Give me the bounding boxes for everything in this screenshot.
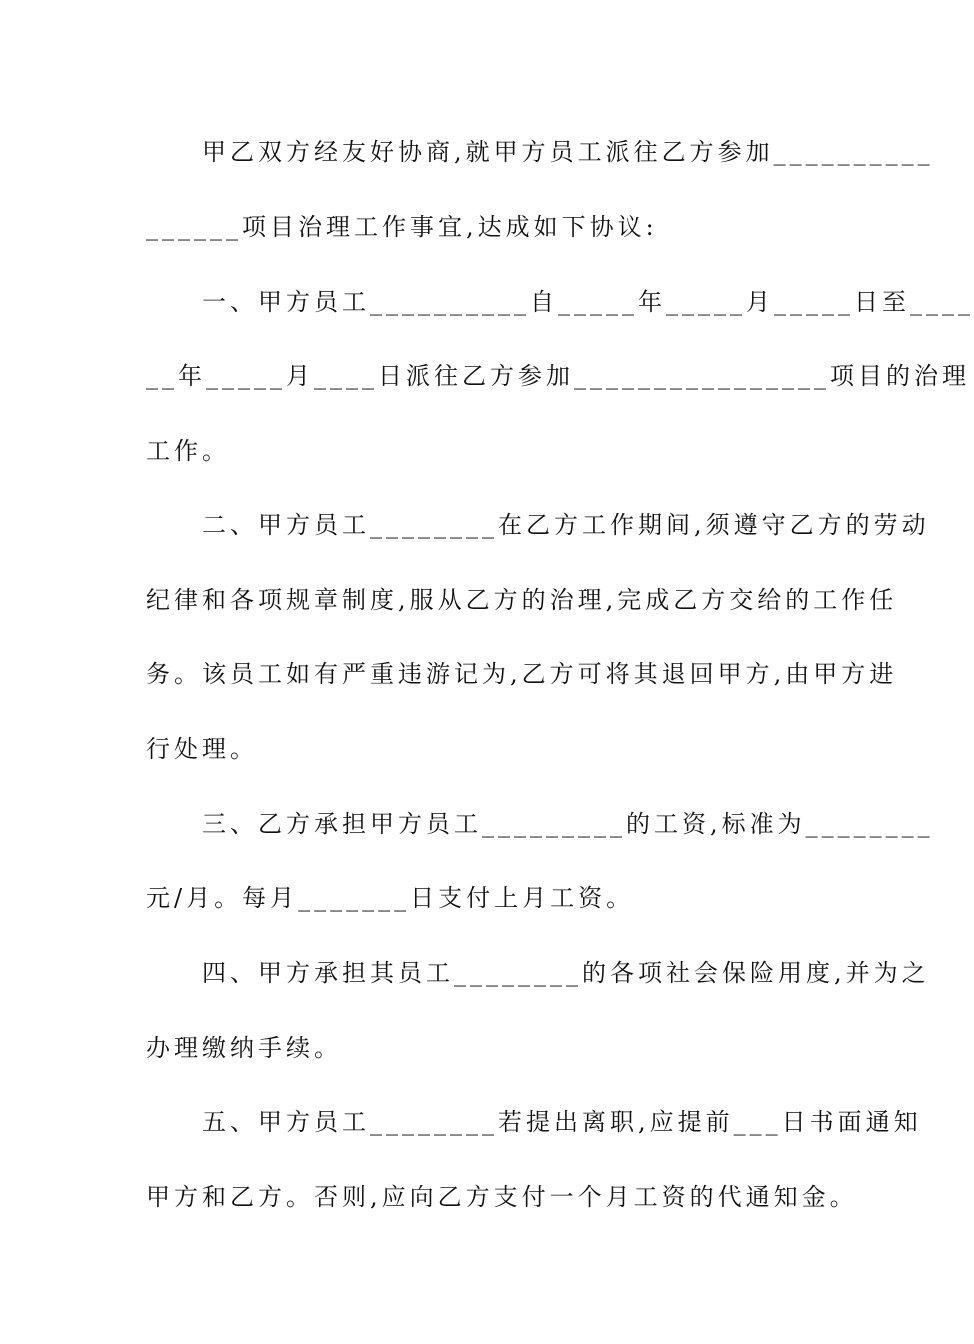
clause-2-line-3: 务。该员工如有严重违游记为,乙方可将其退回甲方,由甲方进 (146, 660, 898, 688)
paragraph-intro-line-2: ______项目治理工作事宜,达成如下协议: (146, 213, 658, 241)
clause-1-line-1: 一、甲方员工__________自_____年_____月_____日至____ (146, 288, 974, 316)
clause-4-line-2: 办理缴纳手续。 (146, 1034, 342, 1062)
clause-4-line-1: 四、甲方承担其员工________的各项社会保险用度,并为之 (146, 959, 930, 987)
paragraph-intro-line-1: 甲乙双方经友好协商,就甲方员工派往乙方参加__________ (146, 138, 934, 166)
clause-3-line-1: 三、乙方承担甲方员工_________的工资,标准为________ (146, 810, 934, 838)
clause-1-line-3: 工作。 (146, 437, 230, 465)
clause-5-line-1: 五、甲方员工________若提出离职,应提前___日书面通知 (146, 1108, 922, 1136)
clause-2-line-1: 二、甲方员工________在乙方工作期间,须遵守乙方的劳动 (146, 511, 930, 539)
clause-1-line-2: __年_____月____日派往乙方参加________________项目的治理 (146, 362, 970, 390)
clause-2-line-2: 纪律和各项规章制度,服从乙方的治理,完成乙方交给的工作任 (146, 586, 898, 614)
clause-2-line-4: 行处理。 (146, 735, 258, 763)
clause-3-line-2: 元/月。每月_______日支付上月工资。 (146, 884, 635, 912)
clause-5-line-2: 甲方和乙方。否则,应向乙方支付一个月工资的代通知金。 (146, 1183, 858, 1211)
